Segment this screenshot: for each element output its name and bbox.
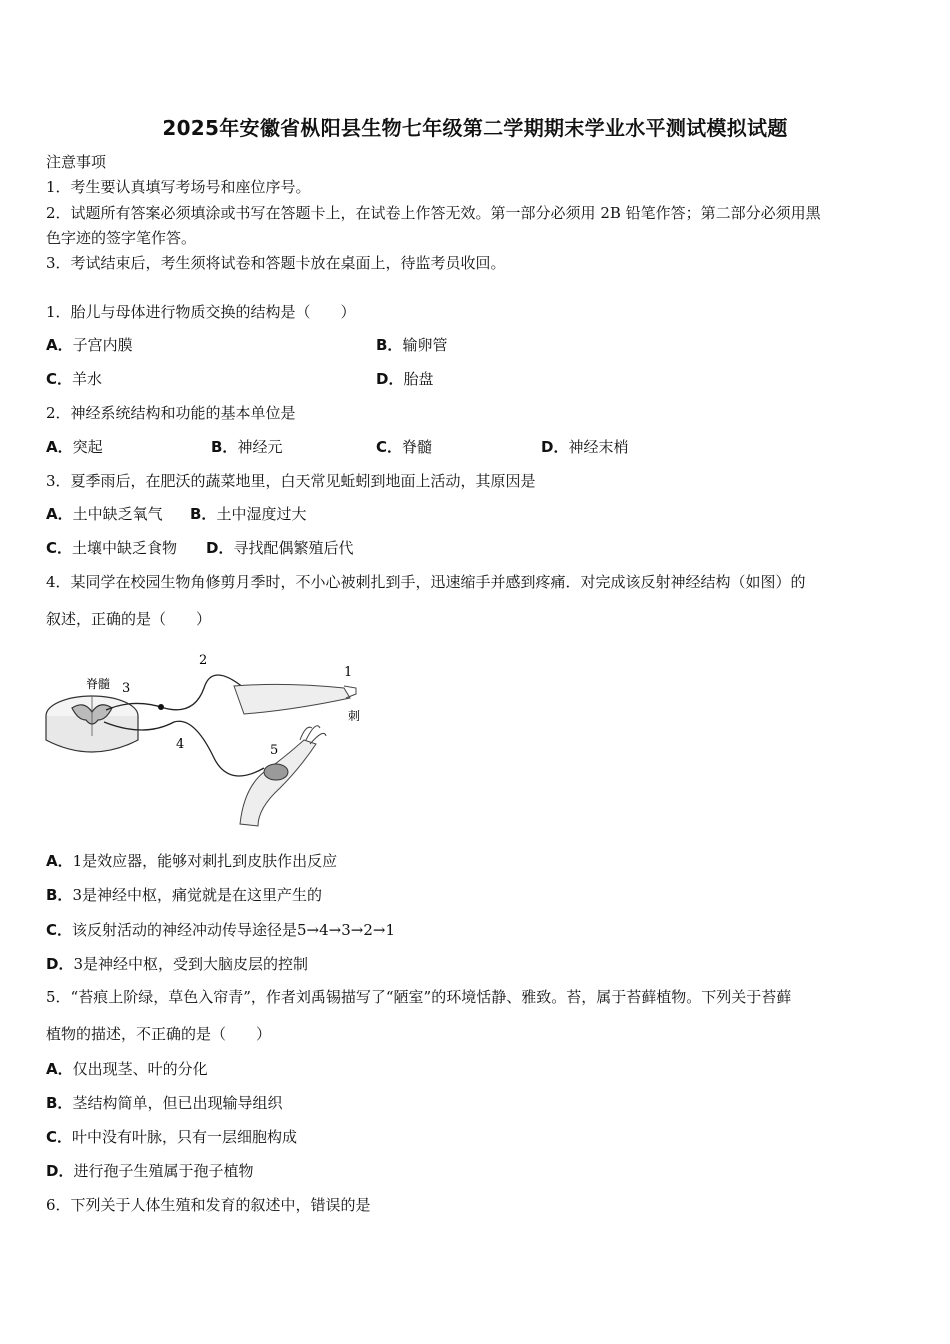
option-text: 3是神经中枢，痛觉就是在这里产生的 xyxy=(72,886,322,904)
notice-heading: 注意事项 xyxy=(46,153,107,171)
option-letter: B． xyxy=(211,438,238,456)
ganglion-dot xyxy=(158,704,164,710)
option-text: 土中缺乏氧气 xyxy=(72,505,163,523)
option-letter: B． xyxy=(46,886,73,904)
option-letter: B． xyxy=(190,505,217,523)
q5-option-c xyxy=(46,1127,297,1147)
option-letter: D． xyxy=(46,1162,74,1180)
option-text: 3是神经中枢，受到大脑皮层的控制 xyxy=(73,955,308,973)
option-text: 神经元 xyxy=(237,438,283,456)
question-1-stem: 1．胎儿与母体进行物质交换的结构是（ ） xyxy=(46,303,356,321)
option-text: 土壤中缺乏食物 xyxy=(72,539,178,557)
page-title: 2025年安徽省枞阳县生物七年级第二学期期末学业水平测试模拟试题 xyxy=(162,116,788,140)
option-letter: C． xyxy=(46,921,73,939)
option-letter: B． xyxy=(46,1094,73,1112)
option-text: 仅出现茎、叶的分化 xyxy=(72,1060,208,1078)
option-letter: C． xyxy=(46,370,73,388)
question-4-stem: 4．某同学在校园生物角修剪月季时，不小心被刺扎到手，迅速缩手并感到疼痛．对完成该反射神经结构（如图）的 xyxy=(46,573,806,591)
muscle xyxy=(264,764,288,780)
option-letter: A． xyxy=(46,505,73,523)
q3-option-d xyxy=(206,538,353,558)
q2-option-a xyxy=(46,437,103,457)
option-text: 突起 xyxy=(72,438,103,456)
option-text: 寻找配偶繁殖后代 xyxy=(233,539,354,557)
q4-option-b xyxy=(46,885,322,905)
option-letter: A． xyxy=(46,852,73,870)
option-text: 神经末梢 xyxy=(568,438,629,456)
q4-option-c xyxy=(46,920,395,940)
q1-option-c xyxy=(46,369,102,389)
q1-option-b xyxy=(376,335,447,355)
option-letter: C． xyxy=(46,539,73,557)
option-letter: C． xyxy=(376,438,403,456)
option-text: 进行孢子生殖属于孢子植物 xyxy=(73,1162,254,1180)
option-text: 土中湿度过大 xyxy=(216,505,307,523)
label-4: 4 xyxy=(176,737,185,752)
question-2-stem: 2．神经系统结构和功能的基本单位是 xyxy=(46,404,296,422)
option-text: 输卵管 xyxy=(402,336,448,354)
option-letter: D． xyxy=(376,370,404,388)
option-letter: B． xyxy=(376,336,403,354)
q5-option-a xyxy=(46,1059,208,1079)
label-2: 2 xyxy=(199,653,208,668)
question-3-stem: 3．夏季雨后，在肥沃的蔬菜地里，白天常见蚯蚓到地面上活动，其原因是 xyxy=(46,472,536,490)
forearm-top xyxy=(234,684,350,714)
notice-item: 色字迹的签字笔作答。 xyxy=(46,229,197,247)
option-text: 1是效应器，能够对刺扎到皮肤作出反应 xyxy=(72,852,338,870)
thorn-label: 刺 xyxy=(348,709,361,723)
option-text: 该反射活动的神经冲动传导途径是5→4→3→2→1 xyxy=(72,921,396,939)
label-5: 5 xyxy=(270,743,279,758)
option-letter: D． xyxy=(541,438,569,456)
option-letter: D． xyxy=(206,539,234,557)
option-letter: C． xyxy=(46,1128,73,1146)
option-letter: A． xyxy=(46,1060,73,1078)
option-text: 叶中没有叶脉，只有一层细胞构成 xyxy=(72,1128,298,1146)
question-4-stem-cont: 叙述，正确的是（ ） xyxy=(46,610,212,628)
label-3: 3 xyxy=(122,681,131,696)
question-5-stem-cont: 植物的描述，不正确的是（ ） xyxy=(46,1025,272,1043)
option-text: 子宫内膜 xyxy=(72,336,133,354)
q4-option-d xyxy=(46,954,308,974)
notice-item: 1．考生要认真填写考场号和座位序号。 xyxy=(46,178,311,196)
option-letter: A． xyxy=(46,438,73,456)
option-letter: A． xyxy=(46,336,73,354)
option-text: 脊髓 xyxy=(402,438,433,456)
q1-option-d xyxy=(376,369,433,389)
question-5-stem: 5．“苔痕上阶绿，草色入帘青”，作者刘禹锡描写了“陋室”的环境恬静、雅致。苔，属于苔藓植物。下列关于苔藓 xyxy=(46,988,792,1006)
q5-option-d xyxy=(46,1161,253,1181)
q2-option-b xyxy=(211,437,282,457)
q3-option-a xyxy=(46,504,163,524)
q1-option-a xyxy=(46,335,133,355)
label-1: 1 xyxy=(344,665,353,680)
notice-item: 2．试题所有答案必须填涂或书写在答题卡上，在试卷上作答无效。第一部分必须用 2B 铅笔作答；第二部分必须用黑 xyxy=(46,204,821,222)
question-6-stem: 6．下列关于人体生殖和发育的叙述中，错误的是 xyxy=(46,1196,371,1214)
option-text: 胎盘 xyxy=(403,370,434,388)
spinal-cord-label: 脊髓 xyxy=(86,677,111,691)
q2-option-d xyxy=(541,437,628,457)
q3-option-c xyxy=(46,538,177,558)
option-letter: D． xyxy=(46,955,74,973)
q3-option-b xyxy=(190,504,306,524)
q4-option-a xyxy=(46,851,337,871)
q5-option-b xyxy=(46,1093,282,1113)
option-text: 茎结构简单，但已出现输导组织 xyxy=(72,1094,283,1112)
reflex-arc-figure xyxy=(44,648,374,828)
notice-item: 3．考试结束后，考生须将试卷和答题卡放在桌面上，待监考员收回。 xyxy=(46,254,506,272)
option-text: 羊水 xyxy=(72,370,103,388)
q2-option-c xyxy=(376,437,432,457)
